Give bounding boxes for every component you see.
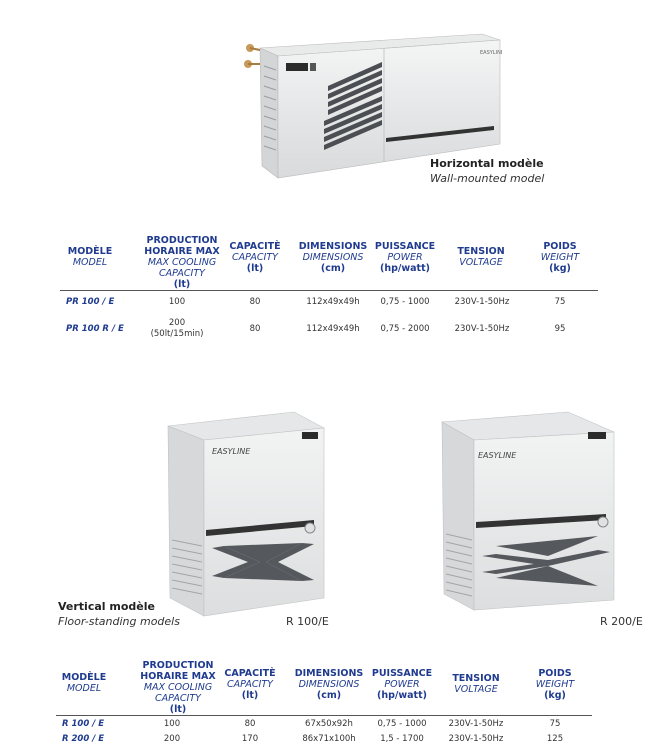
t2-row1-dimensions: 67x50x92h [305, 719, 353, 729]
vertical-caption-subtitle: Floor-standing models [58, 615, 180, 628]
t2-header-model: MODÈLE MODEL [61, 672, 107, 694]
t2-header-capacity: CAPACITÈ CAPACITY (lt) [224, 668, 276, 701]
t2-row1-weight: 75 [549, 719, 561, 729]
t1-row1-weight: 75 [554, 297, 566, 307]
vertical-caption-title: Vertical modèle [58, 600, 155, 613]
t2-row1-production: 100 [163, 719, 181, 729]
r100-label: R 100/E [286, 615, 329, 628]
t2-row2-weight: 125 [546, 734, 564, 744]
t2-header-rule [56, 715, 592, 716]
t2-header-dimensions: DIMENSIONS DIMENSIONS (cm) [294, 668, 364, 701]
t1-row2-dimensions: 112x49x49h [306, 324, 360, 334]
t1-row2-production-note: (50lt/15min) [150, 329, 204, 339]
t2-row2-power: 1,5 - 1700 [380, 734, 424, 744]
r100-chiller-image [164, 410, 344, 620]
t1-header-dimensions: DIMENSIONS DIMENSIONS (cm) [298, 241, 368, 274]
r100-brand-logo: EASYLINE [212, 447, 251, 456]
r200-brand-logo: EASYLINE [478, 451, 517, 460]
t1-row2-production [132, 318, 222, 340]
horizontal-caption-subtitle: Wall-mounted model [430, 172, 545, 185]
t2-row2-model: R 200 / E [62, 734, 105, 744]
t1-header-production: PRODUCTION HORAIRE MAX MAX COOLING CAPACITY (lt) [144, 235, 220, 290]
t1-row2-capacity: 80 [249, 324, 261, 334]
t1-row2-production-value: 200 [168, 318, 186, 328]
t2-header-voltage: TENSION VOLTAGE [452, 673, 500, 695]
t1-header-power: PUISSANCE POWER (hp/watt) [374, 241, 436, 274]
t1-header-capacity: CAPACITÈ CAPACITY (lt) [229, 241, 281, 274]
t2-row2-voltage: 230V-1-50Hz [448, 734, 504, 744]
t2-row1-capacity: 80 [244, 719, 256, 729]
t1-row1-capacity: 80 [249, 297, 261, 307]
r200-label: R 200/E [600, 615, 643, 628]
horizontal-caption-title: Horizontal modèle [430, 157, 544, 170]
t1-row1-production: 100 [168, 297, 186, 307]
t1-row2-voltage: 230V-1-50Hz [454, 324, 510, 334]
t1-header-rule [60, 290, 598, 291]
t2-row2-capacity: 170 [241, 734, 259, 744]
t2-header-weight: POIDS WEIGHT (kg) [535, 668, 575, 701]
t1-row1-voltage: 230V-1-50Hz [454, 297, 510, 307]
t2-header-power: PUISSANCE POWER (hp/watt) [371, 668, 433, 701]
t1-row2-model: PR 100 R / E [66, 324, 124, 334]
t1-header-model: MODÈLE MODEL [67, 246, 113, 268]
t1-header-voltage: TENSION VOLTAGE [457, 246, 505, 268]
t1-row2-weight: 95 [554, 324, 566, 334]
t1-row1-power: 0,75 - 1000 [380, 297, 430, 307]
t2-row1-power: 0,75 - 1000 [377, 719, 427, 729]
horizontal-brand-logo: EASYLINE [480, 50, 502, 56]
t1-row1-model: PR 100 / E [66, 297, 115, 307]
t1-row2-power: 0,75 - 2000 [380, 324, 430, 334]
t2-row1-model: R 100 / E [62, 719, 105, 729]
r200-chiller-image [438, 410, 638, 620]
t2-row2-production: 200 [163, 734, 181, 744]
t1-row1-dimensions: 112x49x49h [306, 297, 360, 307]
t2-header-production: PRODUCTION HORAIRE MAX MAX COOLING CAPACITY (lt) [140, 660, 216, 715]
t2-row1-voltage: 230V-1-50Hz [448, 719, 504, 729]
t1-header-weight: POIDS WEIGHT (kg) [540, 241, 580, 274]
t2-row2-dimensions: 86x71x100h [302, 734, 356, 744]
